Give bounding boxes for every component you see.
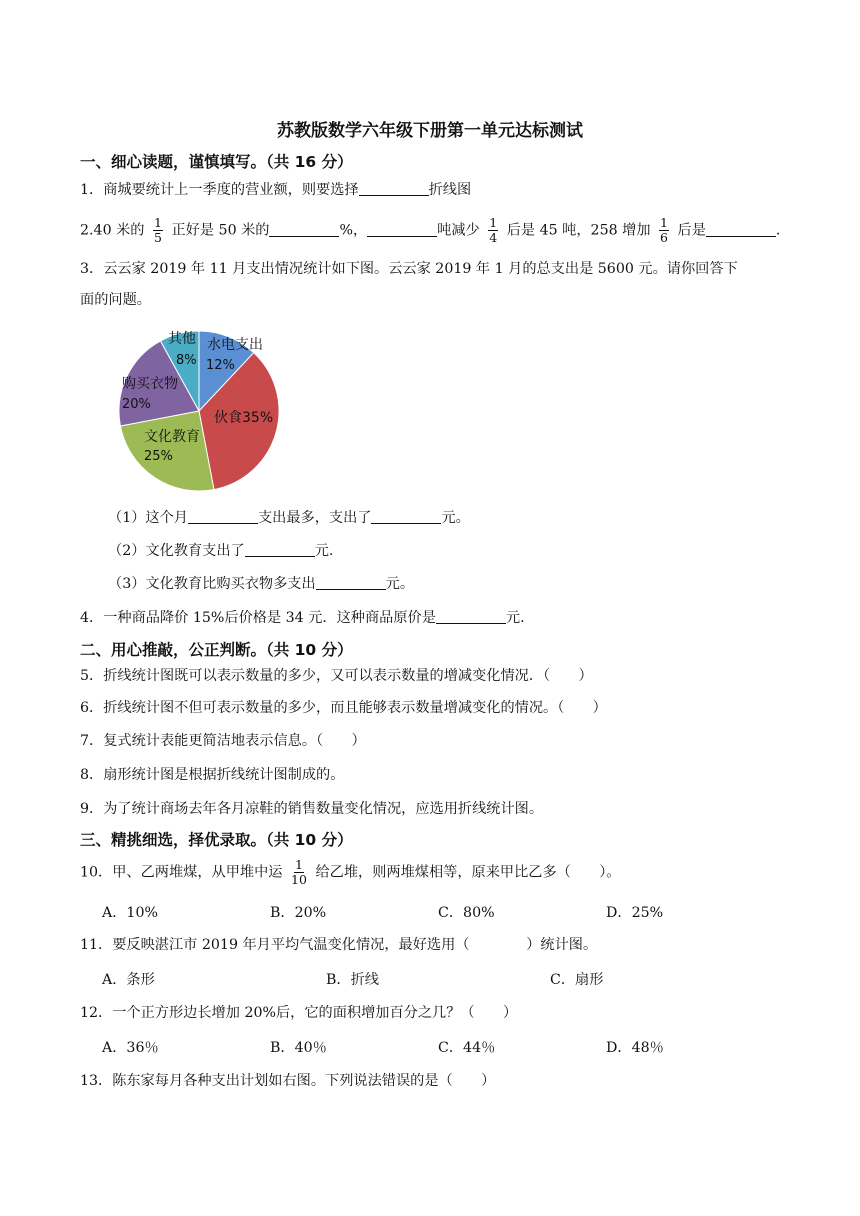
question-3-part-2 <box>108 541 333 561</box>
question-3-text: （2）文化教育支出了 <box>108 543 245 559</box>
question-2 <box>80 216 780 245</box>
q12-option-b[interactable]: B．40％ <box>270 1040 327 1056</box>
fraction-numerator: 1 <box>489 215 498 230</box>
pie-chart-svg <box>112 326 287 496</box>
pie-slice-label: 文化教育 <box>144 429 200 445</box>
fraction-numerator: 1 <box>660 215 668 230</box>
question-13: 13．陈东家每月各种支出计划如右图。下列说法错误的是（ ） <box>80 1073 496 1089</box>
fraction-denominator: 4 <box>489 230 498 245</box>
q11-option-b[interactable]: B．折线 <box>326 972 379 988</box>
question-3-text: （3）文化教育比购买衣物多支出 <box>108 576 316 592</box>
question-7: 7．复式统计表能更简洁地表示信息。（ ） <box>80 733 366 749</box>
fraction-numerator: 1 <box>154 215 162 230</box>
fraction <box>291 858 307 887</box>
answer-blank[interactable] <box>188 508 258 524</box>
fraction-denominator: 5 <box>154 230 162 245</box>
pie-slice-percent: 25% <box>144 449 173 464</box>
question-2-text: . <box>775 222 781 239</box>
pie-slice-label: 水电支出 <box>207 337 263 353</box>
page-title: 苏教版数学六年级下册第一单元达标测试 <box>277 121 583 141</box>
fraction <box>659 216 669 245</box>
pie-slice-percent: 12% <box>206 358 235 373</box>
fraction-denominator: 6 <box>660 230 668 245</box>
q10-option-c[interactable]: C．80% <box>438 905 495 921</box>
question-3-text: 元。 <box>385 576 415 592</box>
question-3-text: 支出最多，支出了 <box>257 510 372 526</box>
q10-option-d[interactable]: D．25% <box>606 905 664 921</box>
question-3-text: 元。 <box>441 510 470 526</box>
answer-blank[interactable] <box>436 608 506 624</box>
pie-slice-label: 伙食35% <box>214 410 274 426</box>
pie-slice-percent: 20% <box>122 397 151 412</box>
answer-blank[interactable] <box>706 221 776 237</box>
question-11: 11．要反映湛江市 2019 年月平均气温变化情况，最好选用（ ）统计图。 <box>80 937 598 953</box>
question-1-suffix: 折线图 <box>428 182 472 198</box>
question-2-text: %， <box>339 222 368 239</box>
pie-slice-percent: 8% <box>176 353 197 368</box>
answer-blank[interactable] <box>269 221 339 237</box>
q11-option-a[interactable]: A．条形 <box>102 972 155 988</box>
question-4-text: 元. <box>505 610 525 626</box>
q10-option-b[interactable]: B．20% <box>270 905 327 921</box>
question-12: 12．一个正方形边长增加 20%后，它的面积增加百分之几？（ ） <box>80 1005 518 1021</box>
question-2-text: 吨减少 <box>437 222 480 239</box>
answer-blank[interactable] <box>316 574 386 590</box>
q12-option-c[interactable]: C．44％ <box>438 1040 496 1056</box>
question-9: 9．为了统计商场去年各月凉鞋的销售数量变化情况，应选用折线统计图。 <box>80 801 544 817</box>
q12-option-a[interactable]: A．36％ <box>102 1040 159 1056</box>
fraction <box>153 216 163 245</box>
pie-slice-label: 其他 <box>168 331 196 347</box>
fraction-numerator: 1 <box>294 857 303 872</box>
q11-option-c[interactable]: C．扇形 <box>550 972 604 988</box>
question-8: 8．扇形统计图是根据折线统计图制成的。 <box>80 767 345 783</box>
question-5: 5．折线统计图既可以表示数量的多少，又可以表示数量的增减变化情况．（ ） <box>80 668 593 684</box>
question-2-text: 后是 <box>677 222 706 239</box>
question-4 <box>80 608 525 628</box>
question-3-text: （1）这个月 <box>108 510 188 526</box>
q12-option-d[interactable]: D．48％ <box>606 1040 664 1056</box>
section-heading-2: 二、用心推敲，公正判断。（共 10 分） <box>80 641 353 659</box>
q10-option-a[interactable]: A．10% <box>102 905 158 921</box>
answer-blank[interactable] <box>359 180 429 196</box>
question-3-text: 元. <box>314 543 334 559</box>
question-2-text: 正好是 50 米的 <box>171 222 270 239</box>
answer-blank[interactable] <box>245 541 315 557</box>
question-4-text: 4．一种商品降价 15%后价格是 34 元．这种商品原价是 <box>80 610 436 626</box>
section-heading-1: 一、细心读题，谨慎填写。（共 16 分） <box>80 153 353 171</box>
question-6: 6．折线统计图不但可表示数量的多少，而且能够表示数量增减变化的情况。（ ） <box>80 700 607 716</box>
question-2-text: 后是 45 吨，258 增加 <box>506 222 651 239</box>
question-3-part-1 <box>108 508 470 528</box>
question-10 <box>80 858 620 887</box>
pie-chart <box>112 326 287 496</box>
answer-blank[interactable] <box>367 221 437 237</box>
question-3-line-1: 3．云云家 2019 年 11 月支出情况统计如下图。云云家 2019 年 1 月的总支出是 5600 元。请你回答下 <box>80 261 738 277</box>
pie-slice-label: 购买衣物 <box>122 376 178 392</box>
section-heading-3: 三、精挑细选，择优录取。（共 10 分） <box>80 831 353 849</box>
question-2-text: 2.40 米的 <box>80 222 145 239</box>
question-1 <box>80 180 471 200</box>
fraction <box>488 216 498 245</box>
question-10-text: 给乙堆，则两堆煤相等，原来甲比乙多（ ）。 <box>315 864 621 881</box>
question-3-line-2: 面的问题。 <box>80 292 151 308</box>
question-3-part-3 <box>108 574 414 594</box>
question-1-text: 1．商城要统计上一季度的营业额，则要选择 <box>80 182 359 198</box>
answer-blank[interactable] <box>371 508 441 524</box>
fraction-denominator: 10 <box>291 872 307 887</box>
question-10-text: 10．甲、乙两堆煤，从甲堆中运 <box>80 864 283 881</box>
